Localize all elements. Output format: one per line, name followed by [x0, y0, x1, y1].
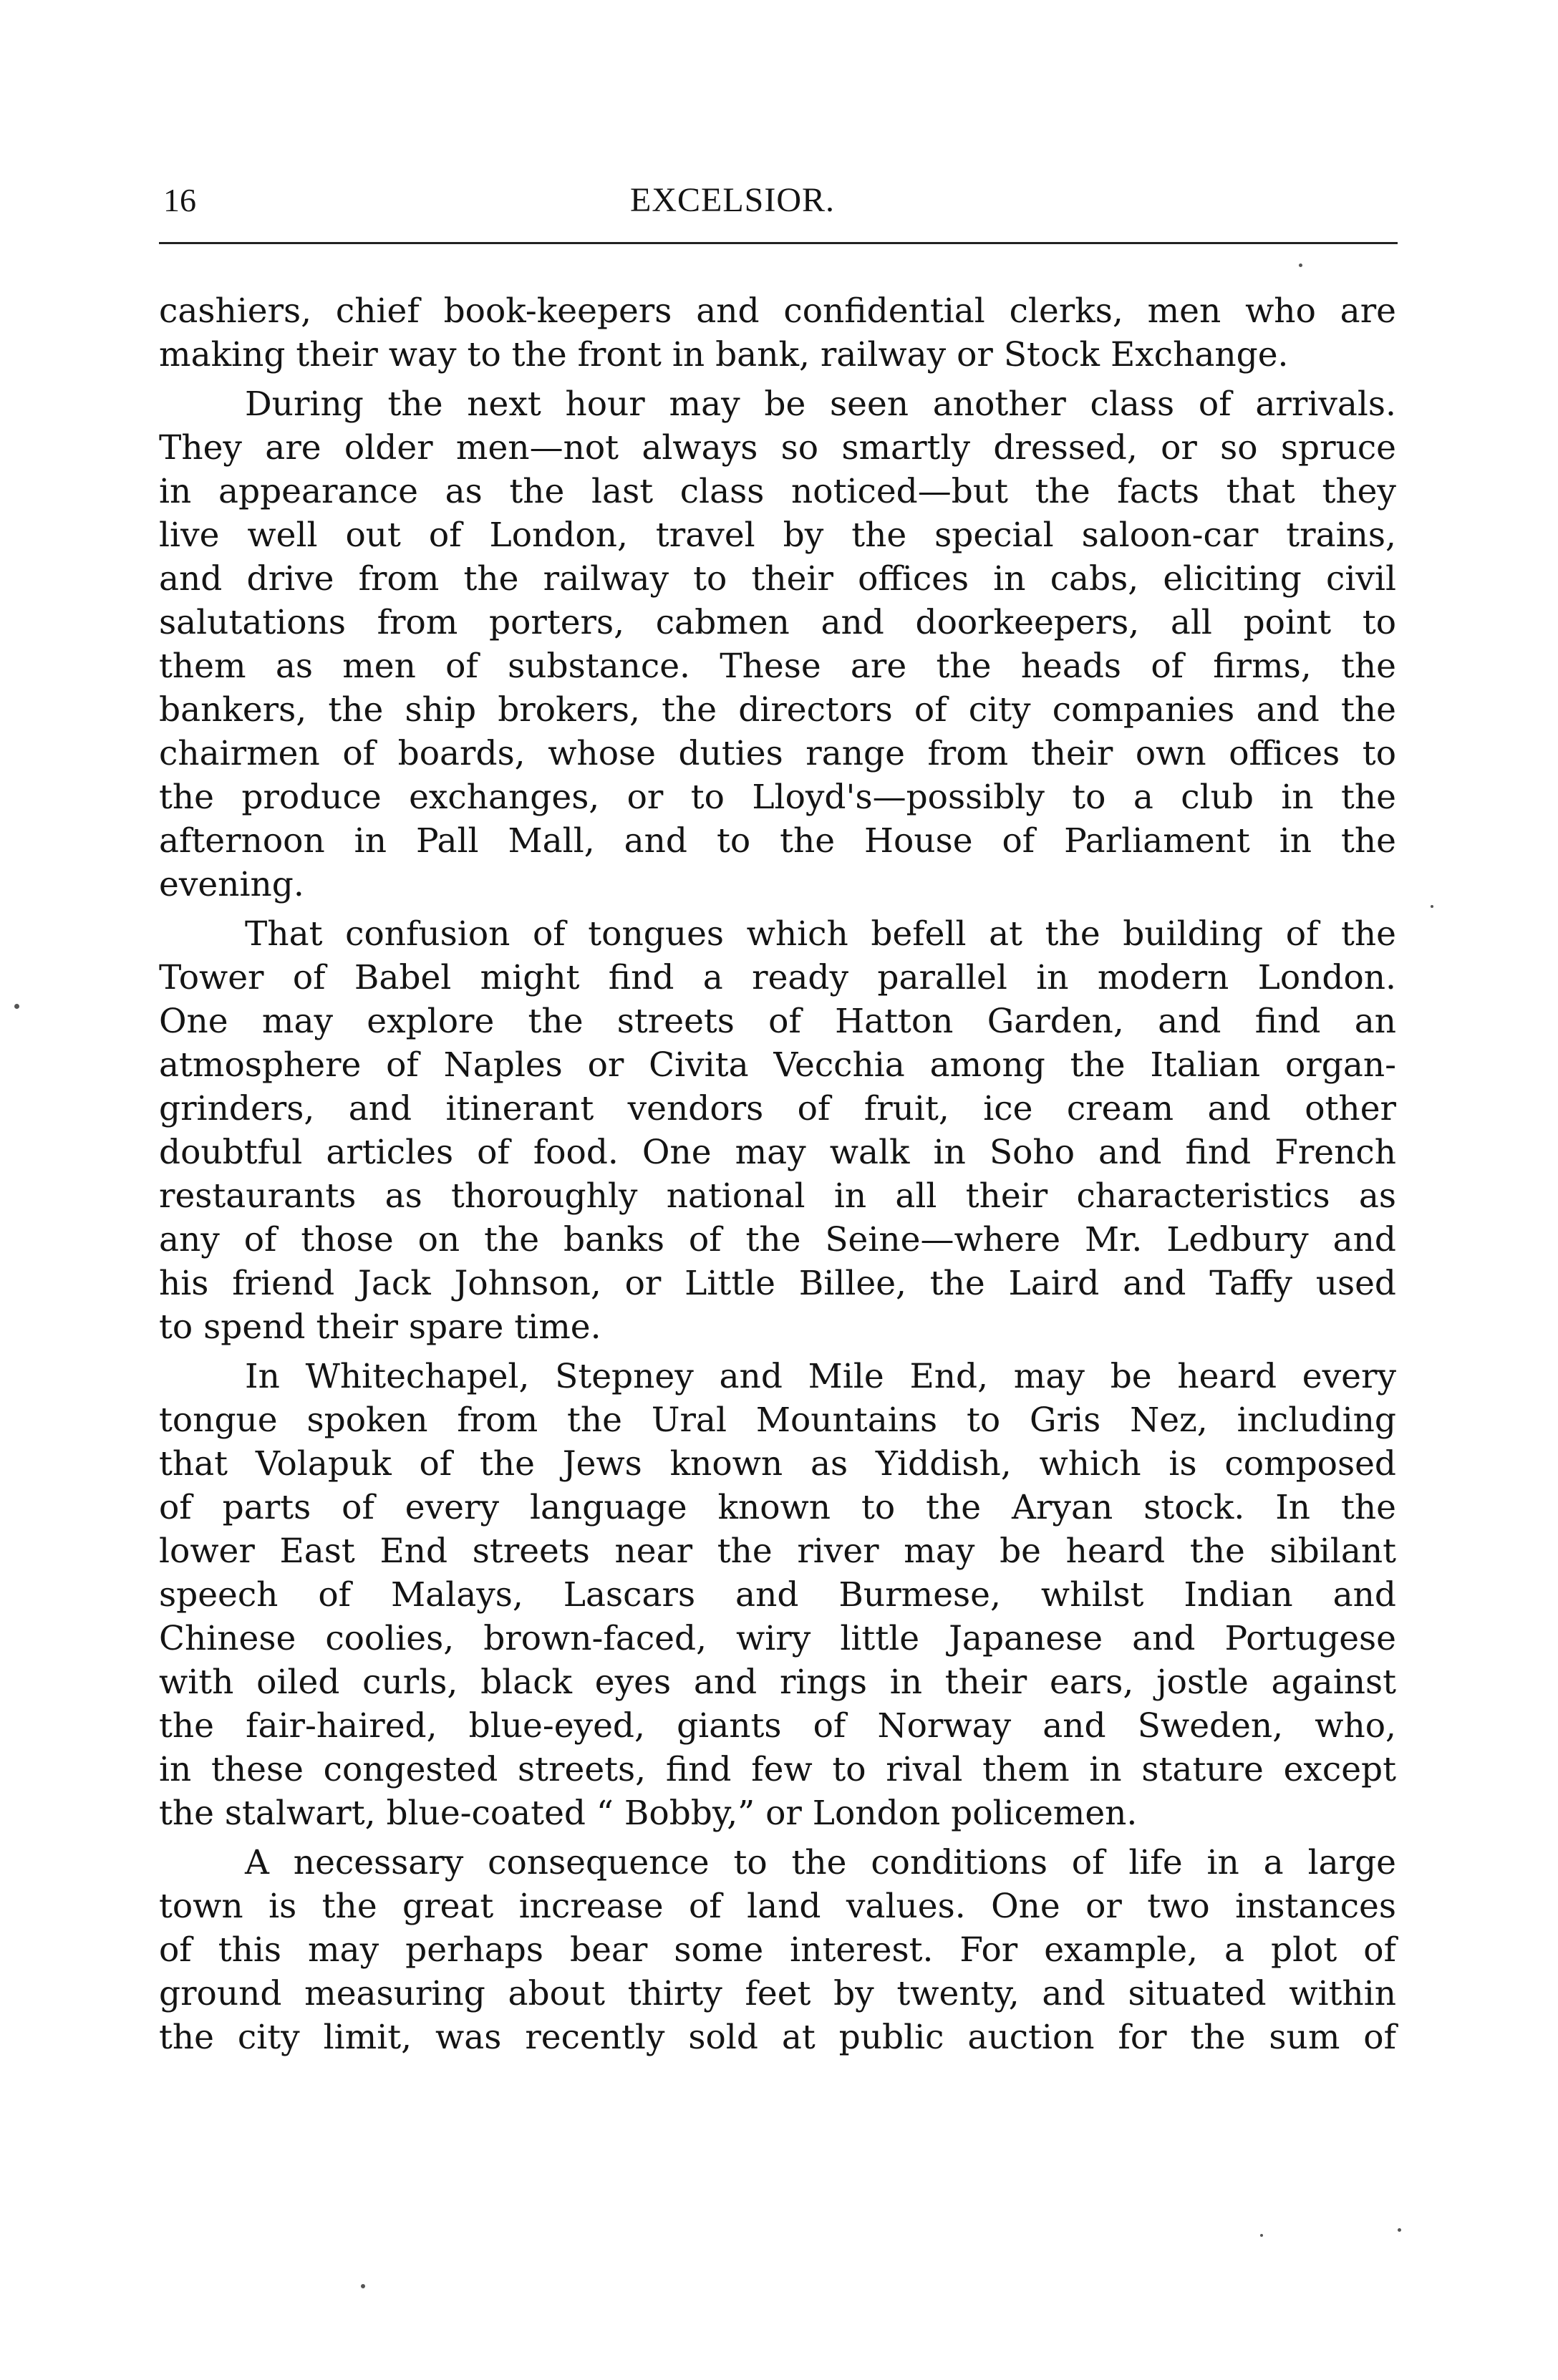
text-line: live well out of London, travel by the special saloon-car trains, [159, 516, 1396, 555]
text-line: in appearance as the last class noticed—but the facts that they [159, 472, 1396, 511]
paragraph-gap [159, 906, 1396, 912]
text-line: them as men of substance. These are the heads of firms, the [159, 647, 1396, 686]
paragraph [159, 1355, 1396, 1835]
text-line: the stalwart, blue-coated “ Bobby,” or London policemen. [159, 1794, 1138, 1833]
paragraph [159, 382, 1396, 906]
text-line: that Volapuk of the Jews known as Yiddish, which is composed [159, 1444, 1396, 1484]
text-line: chairmen of boards, whose duties range from their own offices to [159, 734, 1396, 773]
text-line: bankers, the ship brokers, the directors of city companies and the [159, 690, 1396, 730]
text-line: making their way to the front in bank, railway or Stock Exchange. [159, 335, 1289, 374]
text-line: Tower of Babel might find a ready parallel in modern London. [159, 958, 1396, 997]
text-line: That confusion of tongues which befell at the building of the [245, 914, 1396, 954]
paragraph-gap [159, 1349, 1396, 1355]
text-line: with oiled curls, black eyes and rings in their ears, jostle against [159, 1663, 1396, 1702]
text-line: A necessary consequence to the conditions of life in a large [245, 1843, 1396, 1882]
paragraph [159, 289, 1396, 377]
text-line: the city limit, was recently sold at public auction for the sum of [159, 2018, 1396, 2057]
text-line: the fair-haired, blue-eyed, giants of Norway and Sweden, who, [159, 1706, 1396, 1746]
text-line: town is the great increase of land values. One or two instances [159, 1887, 1396, 1926]
text-line: In Whitechapel, Stepney and Mile End, may be heard every [245, 1357, 1396, 1396]
text-line: his friend Jack Johnson, or Little Billee, the Laird and Taffy used [159, 1264, 1396, 1303]
text-line: atmosphere of Naples or Civita Vecchia among the Italian organ- [159, 1045, 1396, 1085]
text-line: ground measuring about thirty feet by twenty, and situated within [159, 1974, 1396, 2013]
text-line: lower East End streets near the river may be heard the sibilant [159, 1532, 1396, 1571]
print-speck [361, 2284, 365, 2288]
text-line: to spend their spare time. [159, 1307, 601, 1347]
header-rule [159, 242, 1398, 244]
text-line: any of those on the banks of the Seine—where Mr. Ledbury and [159, 1220, 1396, 1259]
text-line: evening. [159, 865, 304, 904]
text-line: the produce exchanges, or to Lloyd's—possibly to a club in the [159, 778, 1396, 817]
page-header [159, 178, 1396, 235]
print-speck [1299, 263, 1302, 267]
text-line: salutations from porters, cabmen and doorkeepers, all point to [159, 603, 1396, 642]
text-line: and drive from the railway to their offices in cabs, eliciting civil [159, 559, 1396, 599]
print-speck [1431, 905, 1433, 908]
text-line: of parts of every language known to the Aryan stock. In the [159, 1488, 1396, 1527]
paragraph [159, 912, 1396, 1349]
text-line: speech of Malays, Lascars and Burmese, whilst Indian and [159, 1575, 1396, 1615]
print-speck [14, 1004, 19, 1009]
print-speck [1398, 2228, 1401, 2232]
paragraph-gap [159, 377, 1396, 382]
text-line: of this may perhaps bear some interest. For example, a plot of [159, 1930, 1396, 1970]
text-line: Chinese coolies, brown-faced, wiry little Japanese and Portugese [159, 1619, 1396, 1658]
text-line: grinders, and itinerant vendors of fruit, ice cream and other [159, 1089, 1396, 1128]
running-head: EXCELSIOR. [630, 181, 835, 219]
text-line: cashiers, chief book-keepers and confidential clerks, men who are [159, 291, 1396, 331]
text-line: in these congested streets, find few to rival them in stature except [159, 1750, 1396, 1789]
paragraph-gap [159, 1835, 1396, 1841]
text-line: restaurants as thoroughly national in all their characteristics as [159, 1176, 1396, 1216]
text-line: tongue spoken from the Ural Mountains to Gris Nez, including [159, 1401, 1396, 1440]
page-number: 16 [163, 182, 196, 218]
text-line: One may explore the streets of Hatton Garden, and find an [159, 1002, 1396, 1041]
paragraph [159, 1841, 1396, 2059]
text-line: They are older men—not always so smartly dressed, or so spruce [159, 428, 1396, 468]
text-line: During the next hour may be seen another class of arrivals. [245, 384, 1396, 424]
print-speck [1260, 2234, 1263, 2237]
body-text [159, 289, 1396, 2059]
text-line: doubtful articles of food. One may walk in Soho and find French [159, 1133, 1396, 1172]
text-line: afternoon in Pall Mall, and to the House of Parliament in the [159, 821, 1396, 861]
